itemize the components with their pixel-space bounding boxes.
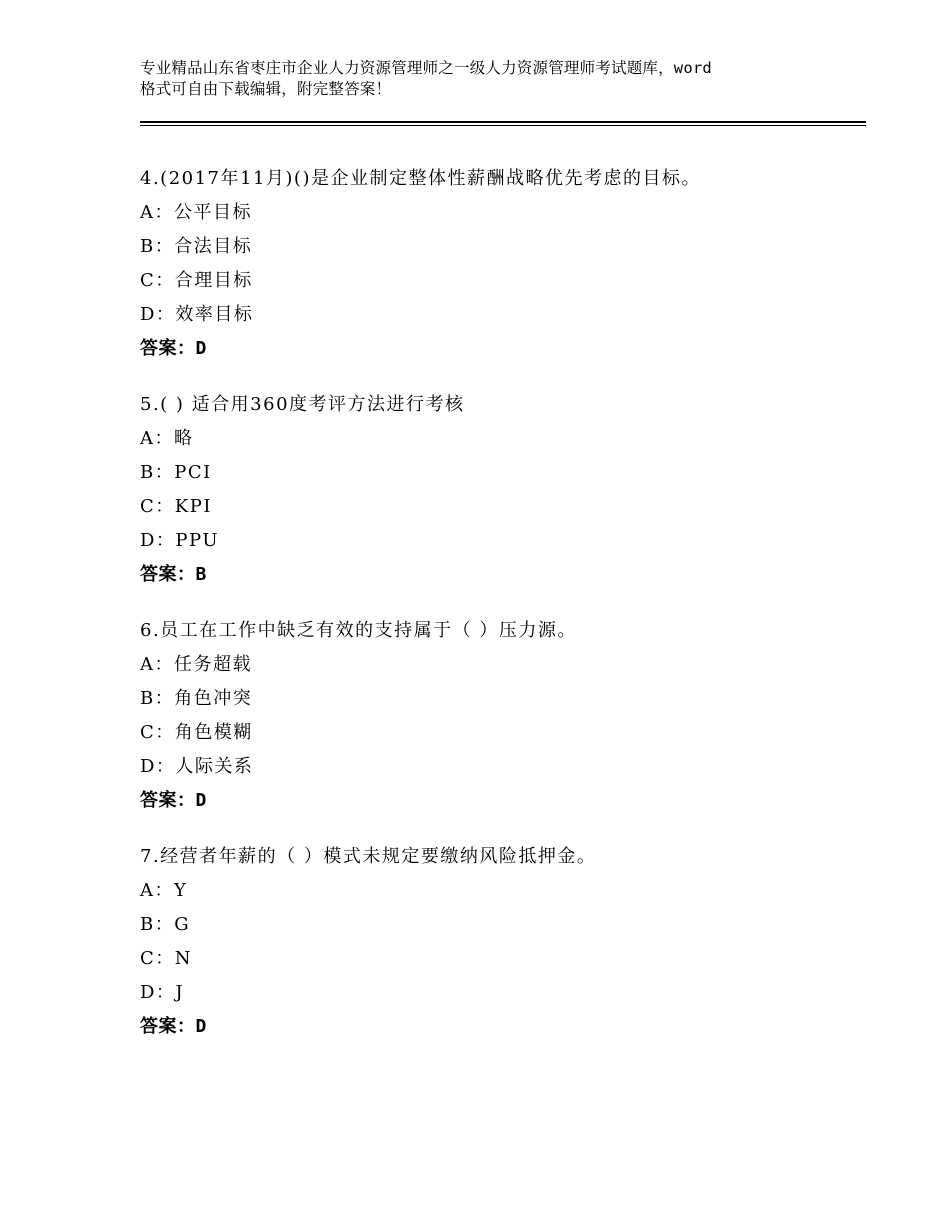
answer-label: 答案：B bbox=[140, 564, 207, 585]
header-divider-thin bbox=[140, 125, 866, 126]
question-4 bbox=[140, 162, 866, 366]
document-header bbox=[140, 58, 830, 100]
question-list bbox=[140, 162, 866, 1066]
option-c: C：角色模糊 bbox=[140, 722, 253, 743]
header-line-2: 格式可自由下载编辑，附完整答案！ bbox=[140, 80, 392, 98]
question-stem: 6.员工在工作中缺乏有效的支持属于（ ）压力源。 bbox=[140, 620, 577, 641]
option-b: B：PCI bbox=[140, 462, 212, 483]
option-b: B：G bbox=[140, 914, 191, 935]
answer-label: 答案：D bbox=[140, 1016, 207, 1037]
option-c: C：合理目标 bbox=[140, 270, 253, 291]
option-a: A：略 bbox=[140, 428, 194, 449]
question-5 bbox=[140, 388, 866, 592]
option-b: B：角色冲突 bbox=[140, 688, 253, 709]
header-divider-thick bbox=[140, 121, 866, 123]
question-7 bbox=[140, 840, 866, 1044]
question-stem: 7.经营者年薪的（ ）模式未规定要缴纳风险抵押金。 bbox=[140, 846, 597, 867]
option-d: D：人际关系 bbox=[140, 756, 254, 777]
option-d: D：效率目标 bbox=[140, 304, 254, 325]
question-6 bbox=[140, 614, 866, 818]
option-c: C：KPI bbox=[140, 496, 212, 517]
option-a: A：任务超载 bbox=[140, 654, 252, 675]
option-d: D：PPU bbox=[140, 530, 220, 551]
option-a: A：Y bbox=[140, 880, 188, 901]
option-d: D：J bbox=[140, 982, 185, 1003]
answer-label: 答案：D bbox=[140, 790, 207, 811]
question-stem: 4.(2017年11月)()是企业制定整体性薪酬战略优先考虑的目标。 bbox=[140, 168, 701, 189]
option-b: B：合法目标 bbox=[140, 236, 253, 257]
question-stem: 5.( ) 适合用360度考评方法进行考核 bbox=[140, 394, 465, 415]
header-line-1: 专业精品山东省枣庄市企业人力资源管理师之一级人力资源管理师考试题库，word bbox=[140, 59, 712, 77]
option-a: A：公平目标 bbox=[140, 202, 252, 223]
option-c: C：N bbox=[140, 948, 193, 969]
answer-label: 答案：D bbox=[140, 338, 207, 359]
